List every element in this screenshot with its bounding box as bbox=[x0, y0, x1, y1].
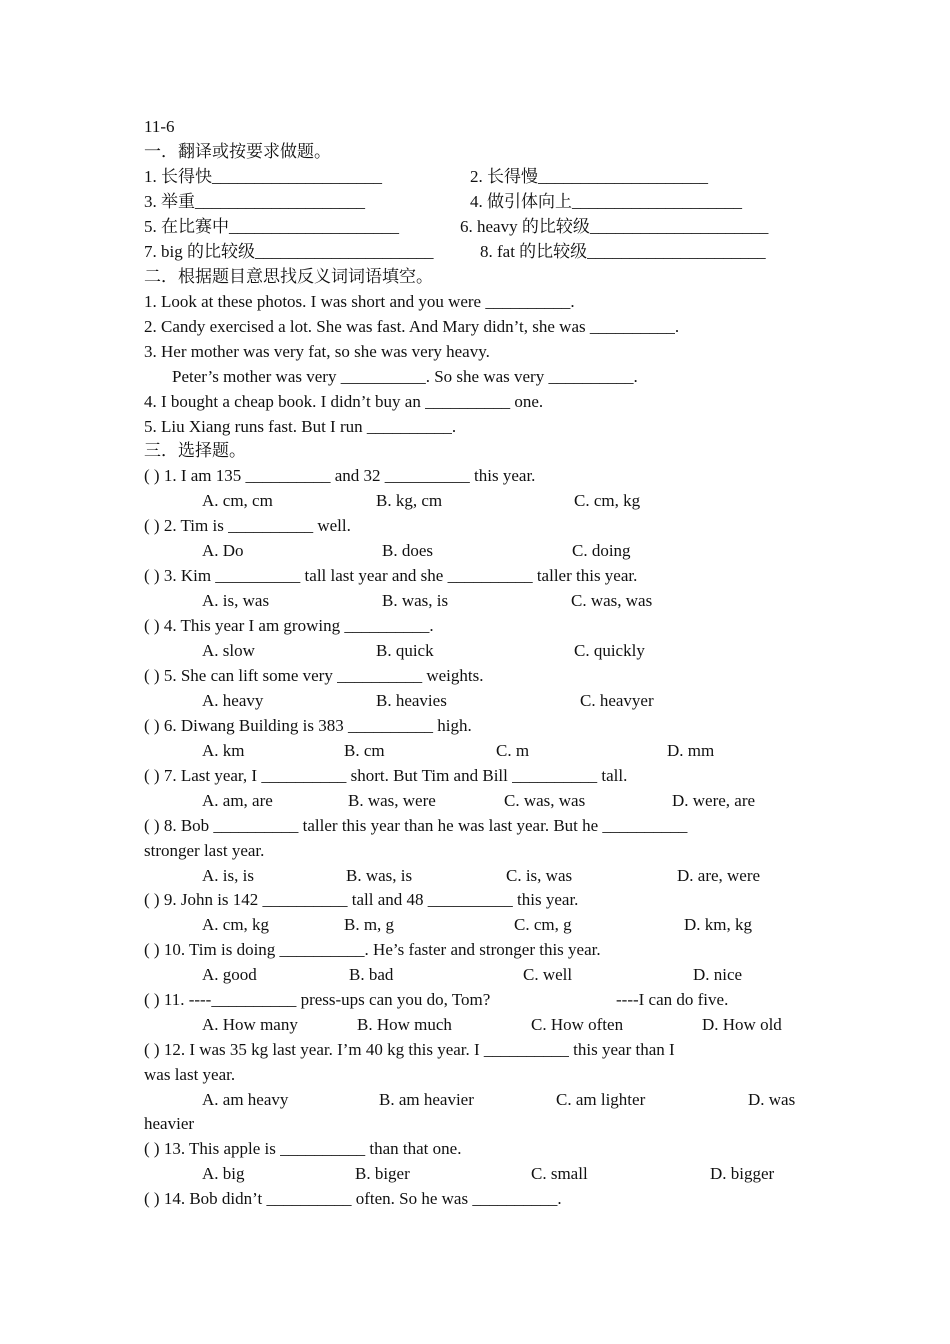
q7-option-b: B. was, were bbox=[348, 791, 436, 810]
s2-line-4: 4. I bought a cheap book. I didn’t buy an __________ one. bbox=[144, 392, 544, 411]
q8-option-a: A. is, is bbox=[202, 866, 254, 885]
s1-item-2: 2. 长得慢____________________ bbox=[470, 167, 708, 186]
q12-option-a: A. am heavy bbox=[202, 1090, 289, 1109]
q1-option-a: A. cm, cm bbox=[202, 491, 273, 510]
question-12-cont: was last year. bbox=[144, 1065, 236, 1084]
question-14: ( ) 14. Bob didn’t __________ often. So he was __________. bbox=[144, 1189, 562, 1208]
question-11: ( ) 11. ----__________ press-ups can you do, Tom? bbox=[144, 990, 491, 1009]
s1-item-3: 3. 举重____________________ bbox=[144, 192, 365, 211]
q6-option-b: B. cm bbox=[344, 741, 385, 760]
q9-option-a: A. cm, kg bbox=[202, 915, 270, 934]
s2-line-1: 1. Look at these photos. I was short and you were __________. bbox=[144, 292, 575, 311]
q7-option-d: D. were, are bbox=[672, 791, 756, 810]
q12-option-c: C. am lighter bbox=[556, 1090, 646, 1109]
q12-option-d: D. was bbox=[748, 1090, 796, 1109]
q2-option-c: C. doing bbox=[572, 541, 631, 560]
q4-option-b: B. quick bbox=[376, 641, 434, 660]
worksheet-label: 11-6 bbox=[144, 117, 175, 136]
q12-option-d-cont: heavier bbox=[144, 1114, 195, 1133]
section-3-title: 三．选择题。 bbox=[144, 441, 246, 460]
q1-option-c: C. cm, kg bbox=[574, 491, 641, 510]
question-6: ( ) 6. Diwang Building is 383 __________ high. bbox=[144, 716, 472, 735]
q3-option-c: C. was, was bbox=[571, 591, 653, 610]
q5-option-a: A. heavy bbox=[202, 691, 264, 710]
q10-option-c: C. well bbox=[523, 965, 573, 984]
q8-option-b: B. was, is bbox=[346, 866, 413, 885]
q5-option-b: B. heavies bbox=[376, 691, 447, 710]
q12-option-b: B. am heavier bbox=[379, 1090, 474, 1109]
q1-option-b: B. kg, cm bbox=[376, 491, 443, 510]
s1-item-4: 4. 做引体向上____________________ bbox=[470, 192, 742, 211]
q9-option-b: B. m, g bbox=[344, 915, 395, 934]
q2-option-a: A. Do bbox=[202, 541, 244, 560]
s1-item-5: 5. 在比赛中____________________ bbox=[144, 217, 399, 236]
q6-option-c: C. m bbox=[496, 741, 530, 760]
q6-option-d: D. mm bbox=[667, 741, 715, 760]
s2-line-5: 5. Liu Xiang runs fast. But I run __________. bbox=[144, 417, 457, 436]
q11-option-b: B. How much bbox=[357, 1015, 452, 1034]
q10-option-a: A. good bbox=[202, 965, 257, 984]
q4-option-c: C. quickly bbox=[574, 641, 645, 660]
q4-option-a: A. slow bbox=[202, 641, 255, 660]
section-1-title: 一．翻译或按要求做题。 bbox=[144, 142, 331, 161]
question-1: ( ) 1. I am 135 __________ and 32 __________ this year. bbox=[144, 466, 536, 485]
q10-option-b: B. bad bbox=[349, 965, 394, 984]
q13-option-c: C. small bbox=[531, 1164, 588, 1183]
q8-option-c: C. is, was bbox=[506, 866, 573, 885]
question-9: ( ) 9. John is 142 __________ tall and 48 __________ this year. bbox=[144, 890, 579, 909]
s2-line-3b: Peter’s mother was very __________. So she was very __________. bbox=[172, 367, 638, 386]
q11-option-c: C. How often bbox=[531, 1015, 624, 1034]
q13-option-b: B. biger bbox=[355, 1164, 410, 1183]
q10-option-d: D. nice bbox=[693, 965, 743, 984]
q11-option-a: A. How many bbox=[202, 1015, 298, 1034]
question-7: ( ) 7. Last year, I __________ short. But Tim and Bill __________ tall. bbox=[144, 766, 628, 785]
question-13: ( ) 13. This apple is __________ than that one. bbox=[144, 1139, 462, 1158]
q11-option-d: D. How old bbox=[702, 1015, 782, 1034]
q7-option-a: A. am, are bbox=[202, 791, 273, 810]
section-2-title: 二．根据题目意思找反义词词语填空。 bbox=[144, 267, 433, 286]
s1-item-7: 7. big 的比较级_____________________ bbox=[144, 242, 434, 261]
s2-line-2: 2. Candy exercised a lot. She was fast. And Mary didn’t, she was __________. bbox=[144, 317, 680, 336]
question-4: ( ) 4. This year I am growing __________. bbox=[144, 616, 434, 635]
q2-option-b: B. does bbox=[382, 541, 433, 560]
question-11-answer: ----I can do five. bbox=[616, 990, 729, 1009]
q5-option-c: C. heavyer bbox=[580, 691, 654, 710]
question-2: ( ) 2. Tim is __________ well. bbox=[144, 516, 351, 535]
question-12: ( ) 12. I was 35 kg last year. I’m 40 kg this year. I __________ this year than I bbox=[144, 1040, 675, 1059]
s1-item-6: 6. heavy 的比较级_____________________ bbox=[460, 217, 769, 236]
q3-option-a: A. is, was bbox=[202, 591, 270, 610]
q3-option-b: B. was, is bbox=[382, 591, 449, 610]
s2-line-3: 3. Her mother was very fat, so she was very heavy. bbox=[144, 342, 490, 361]
q8-option-d: D. are, were bbox=[677, 866, 761, 885]
s1-item-1: 1. 长得快____________________ bbox=[144, 167, 382, 186]
question-8-cont: stronger last year. bbox=[144, 841, 265, 860]
question-5: ( ) 5. She can lift some very __________ weights. bbox=[144, 666, 484, 685]
q13-option-d: D. bigger bbox=[710, 1164, 775, 1183]
q6-option-a: A. km bbox=[202, 741, 245, 760]
q13-option-a: A. big bbox=[202, 1164, 245, 1183]
question-10: ( ) 10. Tim is doing __________. He’s faster and stronger this year. bbox=[144, 940, 601, 959]
question-8: ( ) 8. Bob __________ taller this year than he was last year. But he __________ bbox=[144, 816, 688, 835]
q9-option-c: C. cm, g bbox=[514, 915, 572, 934]
s1-item-8: 8. fat 的比较级_____________________ bbox=[480, 242, 766, 261]
q7-option-c: C. was, was bbox=[504, 791, 586, 810]
question-3: ( ) 3. Kim __________ tall last year and she __________ taller this year. bbox=[144, 566, 638, 585]
q9-option-d: D. km, kg bbox=[684, 915, 752, 934]
